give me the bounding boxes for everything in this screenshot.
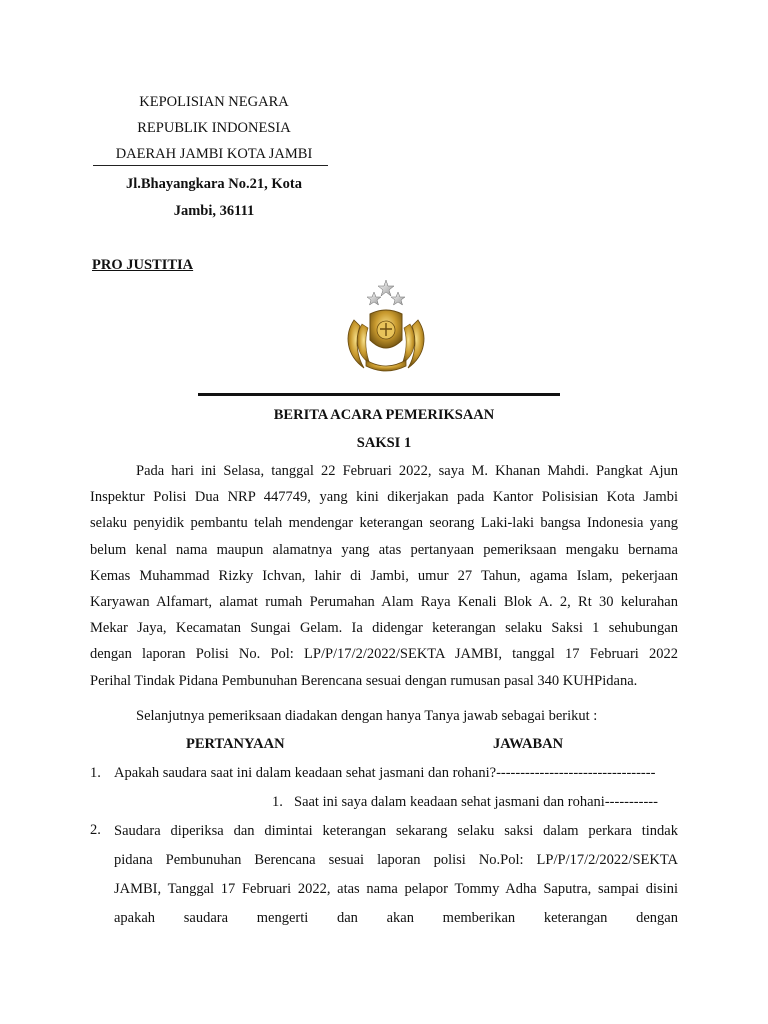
paragraph-line: belum kenal nama maupun alamatnya yang atas pertanyaan pemeriksaan mengaku bernama [90,541,678,558]
question-text: Apakah saudara saat ini dalam keadaan sehat jasmani dan rohani?--------------------------------- [114,765,656,781]
answer-text: Saat ini saya dalam keadaan sehat jasmani dan rohani----------- [294,794,658,810]
paragraph-line: Pada hari ini Selasa, tanggal 22 Februari 2022, saya M. Khanan Mahdi. Pangkat Ajun [136,463,678,479]
pro-justitia-label: PRO JUSTITIA [92,257,194,273]
answer-number: 1. [272,794,283,810]
column-header-question: PERTANYAAN [186,736,285,752]
paragraph-line: Inspektur Polisi Dua NRP 447749, yang kini dikerjakan pada Kantor Polisisian Kota Jambi [90,489,678,506]
column-header-answer: JAWABAN [493,736,564,752]
opening-paragraph [90,458,678,694]
header-address-2: Jambi, 36111 [173,203,255,219]
header-line-1: KEPOLISIAN NEGARA [139,94,289,110]
question-2-text [114,817,678,933]
question-number: 1. [90,765,101,781]
paragraph-line: Karyawan Alfamart, alamat rumah Perumahan Alam Raya Kenali Blok A. 2, Rt 30 kelurahan [90,593,678,610]
header-line-2: REPUBLIK INDONESIA [137,120,291,136]
question-line: JAMBI, Tanggal 17 Februari 2022, atas nama pelapor Tommy Adha Saputra, sampai disini [114,881,678,897]
question-line: pidana Pembunuhan Berencana sesuai laporan polisi No.Pol: LP/P/17/2/2022/SEKTA [114,852,678,868]
document-subtitle: SAKSI 1 [356,435,412,451]
question-number: 2. [90,822,101,838]
followup-text: Selanjutnya pemeriksaan diadakan dengan hanya Tanya jawab sebagai berikut : [136,708,598,724]
title-separator [198,393,560,396]
police-emblem-icon [340,280,432,375]
document-title: BERITA ACARA PEMERIKSAAN [273,407,495,423]
paragraph-line: dengan laporan Polisi No. Pol: LP/P/17/2/2022/SEKTA JAMBI, tanggal 17 Februari 2022 [90,646,678,663]
question-line: Saudara diperiksa dan dimintai keterangan sekarang selaku saksi dalam perkara tindak [114,823,678,839]
paragraph-line: Perihal Tindak Pidana Pembunuhan Berencana sesuai dengan rumusan pasal 340 KUHPidana. [90,672,638,689]
paragraph-line: Kemas Muhammad Rizky Ichvan, lahir di Jambi, umur 27 Tahun, agama Islam, pekerjaan [90,567,678,584]
paragraph-line: Mekar Jaya, Kecamatan Sungai Gelam. Ia didengar keterangan selaku Saksi 1 sehubungan [90,620,678,637]
header-underline [93,165,328,166]
header-line-3: DAERAH JAMBI KOTA JAMBI [115,146,313,162]
question-line: apakah saudara mengerti dan akan memberikan keterangan dengan [114,910,678,926]
paragraph-line: selaku penyidik pembantu telah mendengar keterangan seorang Laki-laki bangsa Indonesia yang [90,515,678,532]
header-address-1: Jl.Bhayangkara No.21, Kota [125,176,303,192]
